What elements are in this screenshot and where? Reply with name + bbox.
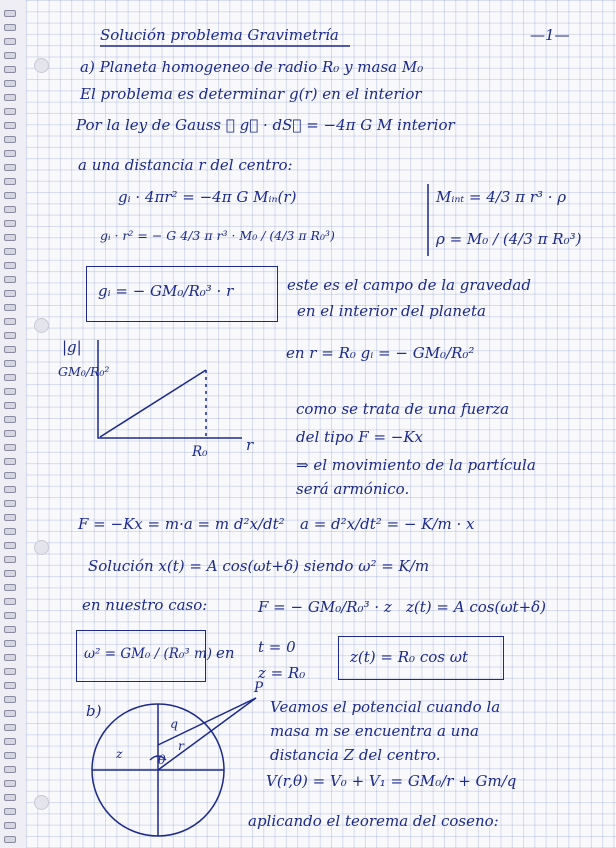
graph-line [100, 370, 206, 437]
equation-mint: Mᵢₙₜ = 4/3 π r³ · ρ [436, 188, 567, 206]
distance-line: a una distancia r del centro: [78, 156, 293, 174]
diagram-label-r: r [178, 738, 184, 753]
diagram-line-r [158, 698, 256, 770]
diagram-label-q: q [170, 716, 179, 731]
equation-zt: z(t) = A cos(ωt+δ) [406, 598, 547, 616]
graph-ytick: GM₀/R₀² [58, 364, 110, 379]
boxed-omega-text: ω² = GM₀ / (R₀³ m) [84, 646, 213, 662]
part-b-line2: masa m se encuentra a una [270, 722, 479, 740]
boxed-g-text: gᵢ = − GM₀/R₀³ · r [98, 282, 234, 300]
gauss-law: Por la ley de Gauss ∯ g⃗ · dS⃗ = −4π G M interior [76, 116, 455, 134]
boxed-z-text: z(t) = R₀ cos ωt [350, 648, 468, 666]
note-force: como se trata de una fuerza [296, 400, 510, 418]
equation-potential: V(r,θ) = V₀ + V₁ = GM₀/r + Gm/q [266, 772, 517, 790]
part-b-line3: distancia Z del centro. [270, 746, 441, 764]
equation-rho: ρ = M₀ / (4/3 π R₀³) [436, 230, 582, 248]
equation-accel: a = d²x/dt² = − K/m · x [300, 515, 475, 533]
note-motion: ⇒ el movimiento de la partícula [296, 456, 536, 474]
part-a-line1: a) Planeta homogeneo de radio R₀ y masa M₀ [80, 58, 424, 76]
g-at-surface: en r = R₀ gᵢ = − GM₀/R₀² [286, 344, 475, 362]
equation-force: F = −Kx = m·a = m d²x/dt² [78, 515, 285, 533]
initial-z: z = R₀ [258, 664, 306, 682]
initial-t: t = 0 [258, 638, 296, 656]
en-label: en [216, 644, 235, 662]
graph-ylabel: |g| [62, 338, 82, 356]
note-interior: en el interior del planeta [297, 302, 486, 320]
part-b-line1: Veamos el potencial cuando la [270, 698, 501, 716]
diagram-label-z: z [116, 746, 123, 761]
part-a-line2: El problema es determinar g(r) en el interior [80, 85, 422, 103]
graph-xlabel: r [246, 436, 254, 454]
part-b-label: b) [86, 702, 102, 720]
equation-fz: F = − GM₀/R₀³ · z [258, 598, 392, 616]
graph-xtick: R₀ [192, 444, 208, 460]
page-number: —1— [530, 26, 570, 44]
note-type: del tipo F = −Kx [296, 428, 424, 446]
solution-line: Solución x(t) = A cos(ωt+δ) siendo ω² = K/m [88, 557, 430, 575]
note-harmonic: será armónico. [296, 480, 410, 498]
equation-g-r2: gᵢ · r² = − G 4/3 π r³ · M₀ / (4/3 π R₀³) [100, 228, 335, 243]
our-case: en nuestro caso: [82, 596, 208, 614]
note-field: este es el campo de la gravedad [287, 276, 531, 294]
equation-gauss-sphere: gᵢ · 4πr² = −4π G Mᵢₙ(r) [118, 188, 297, 206]
graph-axes [98, 340, 242, 438]
page-title: Solución problema Gravimetría [100, 26, 339, 44]
diagram-label-theta: θ [158, 752, 166, 767]
diagram-label-p: P [254, 680, 264, 696]
part-b-line4: aplicando el teorema del coseno: [248, 812, 499, 830]
